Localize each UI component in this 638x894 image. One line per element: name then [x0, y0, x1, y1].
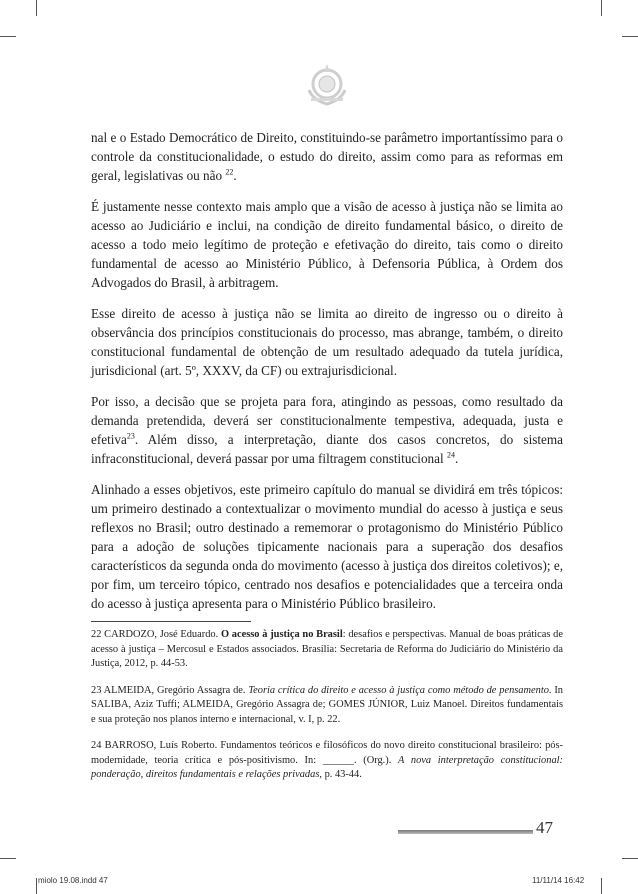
slug-filename: miolo 19.08.indd 47 — [38, 876, 108, 885]
paragraph: Por isso, a decisão que se projeta para fora, atingindo as pessoas, como resultado da demanda pretendida, deverá ser constitucionalmente tempestiva, adequada, justa e efetiva$^{23}$. Além disso, a interpretação, diante dos casos concretos, do sistema infraconstitucional, deverá passar por uma filtragem constitucional $^{24}$. — [91, 394, 563, 466]
footnote-separator — [91, 621, 251, 622]
slug-timestamp: 11/11/14 16:42 — [532, 876, 585, 885]
crop-mark — [622, 858, 638, 859]
paragraph: Esse direito de acesso à justiça não se limita ao direito de ingresso ou o direito à observância dos princípios constitucionais do processo, mas abrange, também, o direito constitucional fundamental de obtenção de um resultado adequado da tutela jurídica, jurisdicional (art. 5º, XXXV, da CF) ou extrajurisdicional. — [91, 306, 563, 378]
crop-mark — [36, 878, 37, 894]
footnote-ref: 23 — [126, 431, 135, 441]
paragraph: Alinhado a esses objetivos, este primeiro capítulo do manual se dividirá em três tópicos: um primeiro destinado a contextualizar o movimento mundial do acesso à justiça e seus reflexos no Brasil; outro destinado a rememorar o protagonismo do Ministério Público para a adoção de soluções tipicamente nacionais para a superação dos desafios característicos da segunda onda do movimento (acesso à justiça dos direitos coletivos); e, por fim, um terceiro tópico, centrado nos desafios e potencialidades que a terceira onda do acesso à justiça apresenta para o Ministério Público brasileiro. — [91, 482, 563, 611]
footnote-24: 24 BARROSO, Luís Roberto. Fundamentos teóricos e filosóficos do novo direito constitucional brasileiro: pós-modernidade, teoria crítica e pós-positivismo. In: ______. (Org.). A nova interpretação constitucional: ponderação, direitos fundamentais e relações privadas, p. 43-44. — [91, 740, 563, 780]
crop-mark — [0, 858, 16, 859]
coat-of-arms-icon — [303, 60, 351, 108]
crop-mark — [622, 36, 638, 37]
paragraph: É justamente nesse contexto mais amplo que a visão de acesso à justiça não se limita ao acesso ao Judiciário e inclui, na condição de direito fundamental básico, o direito de acesso a todo meio legítimo de proteção e efetivação do direito, tais como o direito fundamental de acesso ao Ministério Público, à Defensoria Pública, à Ordem dos Advogados do Brasil, à arbitragem. — [91, 199, 563, 290]
crop-mark — [601, 0, 602, 16]
crop-mark — [0, 36, 16, 37]
footnote-ref: 22 — [225, 167, 234, 177]
footnote-23: 23 ALMEIDA, Gregório Assagra de. Teoria crítica do direito e acesso à justiça como método de pensamento. In SALIBA, Aziz Tuffi; ALMEIDA, Gregório Assagra de; GOMES JÚNIOR, Luiz Manoel. Direitos fundamentais e sua proteção nos planos interno e internacional, v. I, p. 22. — [91, 684, 563, 725]
footnote-22: 22 CARDOZO, José Eduardo. O acesso à justiça no Brasil: desafios e perspectivas. Manual de boas práticas de acesso à justiça – Mercosul e Estados associados. Brasília: Secretaria de Reforma do Judiciário do Ministério da Justiça, 2012, p. 44-53. — [91, 629, 563, 669]
body-text — [91, 128, 563, 795]
page-number: 47 — [536, 818, 553, 837]
crop-mark — [36, 0, 37, 16]
crop-mark — [601, 878, 602, 894]
page-number-rule — [398, 830, 533, 834]
footnote-ref: 24 — [446, 450, 455, 460]
paragraph: nal e o Estado Democrático de Direito, constituindo-se parâmetro importantíssimo para o controle da constitucionalidade, o estudo do direito, assim como para as reformas em geral, legislativas ou não $^{22}$. — [91, 130, 563, 183]
